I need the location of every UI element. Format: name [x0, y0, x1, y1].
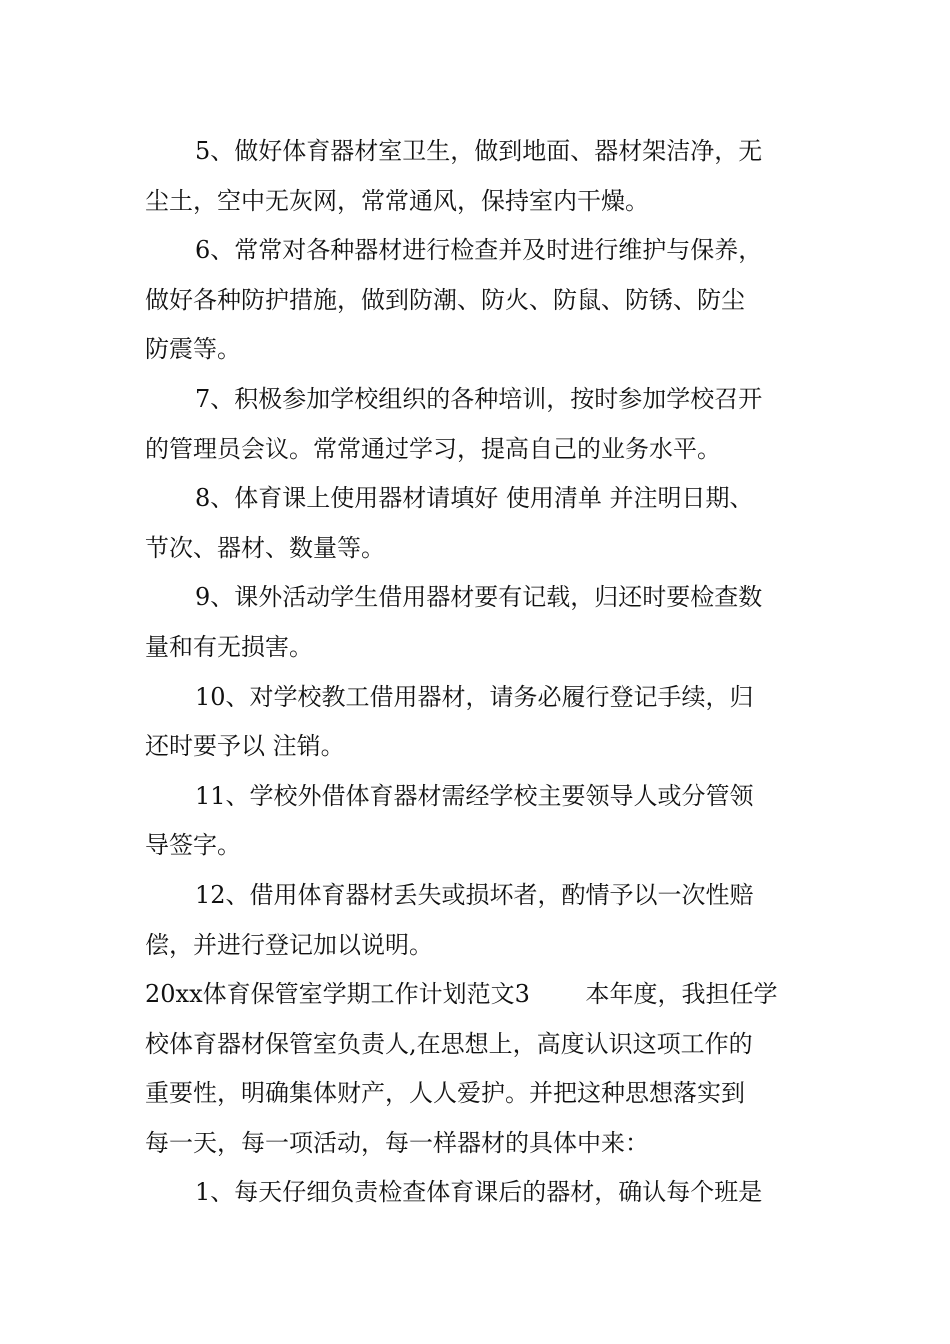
text-line: 偿，并进行登记加以说明。 — [145, 930, 433, 959]
text-line: 尘土，空中无灰网，常常通风，保持室内干燥。 — [145, 186, 649, 215]
text-line: 7、积极参加学校组织的各种培训，按时参加学校召开 — [195, 384, 763, 413]
text-line: 防震等。 — [145, 335, 241, 364]
document-page — [145, 127, 815, 1218]
text-line: 做好各种防护措施，做到防潮、防火、防鼠、防锈、防尘 — [145, 285, 745, 314]
text-line: 校体育器材保管室负责人,在思想上，高度认识这项工作的 — [145, 1029, 753, 1058]
text-line: 还时要予以 注销。 — [145, 732, 345, 761]
text-line: 11、学校外借体育器材需经学校主要领导人或分管领 — [195, 781, 754, 810]
text-line: 9、课外活动学生借用器材要有记载，归还时要检查数 — [195, 583, 763, 612]
text-line: 量和有无损害。 — [145, 632, 313, 661]
text-line: 12、借用体育器材丢失或损坏者，酌情予以一次性赔 — [195, 880, 754, 909]
text-line: 的管理员会议。常常通过学习，提高自己的业务水平。 — [145, 434, 721, 463]
text-line: 重要性，明确集体财产，人人爱护。并把这种思想落实到 — [145, 1079, 745, 1108]
text-line: 10、对学校教工借用器材，请务必履行登记手续，归 — [195, 682, 754, 711]
text-line: 8、体育课上使用器材请填好 使用清单 并注明日期、 — [195, 484, 754, 513]
text-line: 6、常常对各种器材进行检查并及时进行维护与保养， — [195, 236, 763, 265]
text-line: 每一天，每一项活动，每一样器材的具体中来： — [145, 1128, 649, 1157]
text-line: 5、做好体育器材室卫生，做到地面、器材架洁净，无 — [195, 137, 763, 165]
text-line: 1、每天仔细负责检查体育课后的器材，确认每个班是 — [195, 1178, 763, 1207]
text-line: 导签字。 — [145, 831, 241, 860]
text-line: 20xx体育保管室学期工作计划范文3 本年度，我担任学 — [145, 980, 778, 1009]
text-line: 节次、器材、数量等。 — [145, 533, 385, 562]
